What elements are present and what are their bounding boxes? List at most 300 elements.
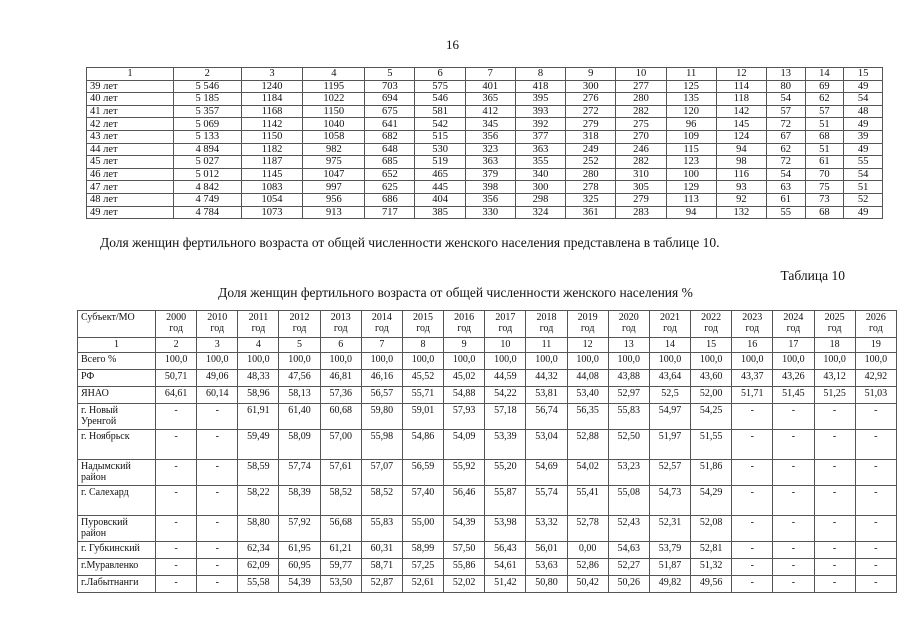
table-row [78, 353, 897, 370]
value-cell: 393 [515, 105, 565, 118]
value-cell: 51,03 [855, 387, 896, 404]
year-header-cell: 2026 год [855, 311, 896, 338]
subject-header-cell: Субъект/МО [78, 311, 156, 338]
value-cell: 52,00 [691, 387, 732, 404]
column-number-cell: 6 [320, 338, 361, 353]
value-cell: 58,39 [279, 486, 320, 516]
value-cell: 59,77 [320, 559, 361, 576]
value-cell: - [773, 559, 814, 576]
value-cell: 50,42 [567, 576, 608, 593]
value-cell: 330 [465, 206, 515, 219]
value-cell: 94 [716, 143, 766, 156]
value-cell: 54,88 [444, 387, 485, 404]
value-cell: 52,31 [649, 516, 690, 542]
value-cell: 1240 [241, 80, 303, 93]
year-header-cell: 2020 год [608, 311, 649, 338]
value-cell: 53,50 [320, 576, 361, 593]
value-cell: 63 [766, 181, 805, 194]
value-cell: 64,61 [156, 387, 197, 404]
value-cell: - [773, 516, 814, 542]
column-number-cell: 1 [78, 338, 156, 353]
value-cell: 275 [616, 118, 666, 131]
value-cell: 675 [365, 105, 415, 118]
column-number-cell: 1 [87, 68, 174, 81]
value-cell: 43,88 [608, 370, 649, 387]
value-cell: 340 [515, 168, 565, 181]
value-cell: - [855, 460, 896, 486]
value-cell: 648 [365, 143, 415, 156]
value-cell: 50,26 [608, 576, 649, 593]
value-cell: 975 [303, 156, 365, 169]
value-cell: 1047 [303, 168, 365, 181]
subject-name-cell: Всего % [78, 353, 156, 370]
value-cell: - [732, 486, 773, 516]
value-cell: 385 [415, 206, 465, 219]
value-cell: 1040 [303, 118, 365, 131]
value-cell: 412 [465, 105, 515, 118]
value-cell: - [855, 486, 896, 516]
value-cell: 5 133 [174, 130, 242, 143]
value-cell: 53,39 [485, 430, 526, 460]
value-cell: 114 [716, 80, 766, 93]
value-cell: 246 [616, 143, 666, 156]
value-cell: 49 [844, 118, 883, 131]
year-header-cell: 2018 год [526, 311, 567, 338]
value-cell: 100,0 [732, 353, 773, 370]
column-number-cell: 2 [156, 338, 197, 353]
value-cell: 43,26 [773, 370, 814, 387]
column-number-cell: 14 [805, 68, 844, 81]
value-cell: 45,52 [402, 370, 443, 387]
table-row [78, 460, 897, 486]
value-cell: 283 [616, 206, 666, 219]
value-cell: 57,40 [402, 486, 443, 516]
value-cell: 324 [515, 206, 565, 219]
value-cell: 51,42 [485, 576, 526, 593]
value-cell: - [855, 430, 896, 460]
value-cell: 270 [616, 130, 666, 143]
year-header-cell: 2000 год [156, 311, 197, 338]
value-cell: 145 [716, 118, 766, 131]
value-cell: 44,59 [485, 370, 526, 387]
value-cell: 703 [365, 80, 415, 93]
value-cell: 519 [415, 156, 465, 169]
value-cell: 70 [805, 168, 844, 181]
value-cell: 323 [465, 143, 515, 156]
value-cell: 96 [666, 118, 716, 131]
value-cell: 56,68 [320, 516, 361, 542]
value-cell: 282 [616, 156, 666, 169]
value-cell: 61,91 [238, 404, 279, 430]
value-cell: 67 [766, 130, 805, 143]
column-number-cell: 12 [567, 338, 608, 353]
value-cell: 58,96 [238, 387, 279, 404]
value-cell: 546 [415, 93, 465, 106]
age-label-cell: 42 лет [87, 118, 174, 131]
column-number-cell: 18 [814, 338, 855, 353]
value-cell: 52,57 [649, 460, 690, 486]
year-header-cell: 2022 год [691, 311, 732, 338]
table-row [87, 118, 883, 131]
value-cell: 54 [766, 168, 805, 181]
value-cell: 55,58 [238, 576, 279, 593]
value-cell: 47,56 [279, 370, 320, 387]
value-cell: - [197, 516, 238, 542]
column-number-cell: 3 [241, 68, 303, 81]
value-cell: - [773, 460, 814, 486]
value-cell: 1142 [241, 118, 303, 131]
column-number-cell: 5 [279, 338, 320, 353]
column-number-cell: 11 [666, 68, 716, 81]
subject-name-cell: РФ [78, 370, 156, 387]
value-cell: 109 [666, 130, 716, 143]
table-row [87, 143, 883, 156]
year-header-cell: 2012 год [279, 311, 320, 338]
value-cell: 530 [415, 143, 465, 156]
value-cell: 94 [666, 206, 716, 219]
value-cell: 55,86 [444, 559, 485, 576]
value-cell: 52,81 [691, 542, 732, 559]
value-cell: 54,61 [485, 559, 526, 576]
value-cell: 395 [515, 93, 565, 106]
value-cell: 100,0 [361, 353, 402, 370]
value-cell: 54,25 [691, 404, 732, 430]
value-cell: 54,73 [649, 486, 690, 516]
subject-name-cell: г. Салехард [78, 486, 156, 516]
value-cell: 55,92 [444, 460, 485, 486]
value-cell: 1145 [241, 168, 303, 181]
age-label-cell: 45 лет [87, 156, 174, 169]
subject-name-cell: Пуровский район [78, 516, 156, 542]
column-number-cell: 3 [197, 338, 238, 353]
value-cell: 52,5 [649, 387, 690, 404]
value-cell: 1168 [241, 105, 303, 118]
value-cell: - [197, 404, 238, 430]
value-cell: 51,86 [691, 460, 732, 486]
column-number-cell: 9 [444, 338, 485, 353]
value-cell: 1184 [241, 93, 303, 106]
value-cell: 75 [805, 181, 844, 194]
value-cell: - [197, 559, 238, 576]
value-cell: 57,25 [402, 559, 443, 576]
column-number-cell: 15 [844, 68, 883, 81]
value-cell: 404 [415, 193, 465, 206]
value-cell: 1150 [303, 105, 365, 118]
value-cell: - [732, 516, 773, 542]
value-cell: 252 [566, 156, 616, 169]
value-cell: 100,0 [238, 353, 279, 370]
value-cell: 418 [515, 80, 565, 93]
value-cell: 56,43 [485, 542, 526, 559]
value-cell: 100,0 [608, 353, 649, 370]
value-cell: - [156, 559, 197, 576]
value-cell: - [732, 542, 773, 559]
value-cell: 51 [805, 118, 844, 131]
age-label-cell: 43 лет [87, 130, 174, 143]
value-cell: 57,74 [279, 460, 320, 486]
value-cell: 43,60 [691, 370, 732, 387]
value-cell: 52 [844, 193, 883, 206]
value-cell: - [814, 460, 855, 486]
value-cell: - [855, 516, 896, 542]
value-cell: 55,74 [526, 486, 567, 516]
value-cell: 398 [465, 181, 515, 194]
value-cell: 57,18 [485, 404, 526, 430]
subject-name-cell: г.Муравленко [78, 559, 156, 576]
value-cell: 53,79 [649, 542, 690, 559]
value-cell: 92 [716, 193, 766, 206]
value-cell: 4 784 [174, 206, 242, 219]
year-header-cell: 2010 год [197, 311, 238, 338]
value-cell: 100,0 [567, 353, 608, 370]
value-cell: 276 [566, 93, 616, 106]
value-cell: 56,01 [526, 542, 567, 559]
value-cell: 60,68 [320, 404, 361, 430]
value-cell: 100,0 [320, 353, 361, 370]
value-cell: - [156, 542, 197, 559]
value-cell: 53,32 [526, 516, 567, 542]
value-cell: - [197, 460, 238, 486]
value-cell: 465 [415, 168, 465, 181]
value-cell: 60,95 [279, 559, 320, 576]
value-cell: - [156, 430, 197, 460]
age-label-cell: 46 лет [87, 168, 174, 181]
table-title: Доля женщин фертильного возраста от общей численности женского населения % [218, 285, 693, 300]
value-cell: 625 [365, 181, 415, 194]
value-cell: 300 [515, 181, 565, 194]
table-row [78, 370, 897, 387]
value-cell: 44,08 [567, 370, 608, 387]
value-cell: 298 [515, 193, 565, 206]
value-cell: 55,71 [402, 387, 443, 404]
value-cell: 56,46 [444, 486, 485, 516]
value-cell: - [732, 559, 773, 576]
value-cell: 51,32 [691, 559, 732, 576]
value-cell: 515 [415, 130, 465, 143]
value-cell: - [855, 576, 896, 593]
table-row [87, 193, 883, 206]
value-cell: 717 [365, 206, 415, 219]
value-cell: 54,39 [279, 576, 320, 593]
value-cell: 49 [844, 206, 883, 219]
value-cell: 1058 [303, 130, 365, 143]
value-cell: 58,71 [361, 559, 402, 576]
value-cell: - [814, 486, 855, 516]
value-cell: 52,97 [608, 387, 649, 404]
value-cell: 272 [566, 105, 616, 118]
table-row [78, 387, 897, 404]
value-cell: 5 027 [174, 156, 242, 169]
value-cell: 59,80 [361, 404, 402, 430]
table-label: Таблица 10 [780, 268, 845, 283]
value-cell: 913 [303, 206, 365, 219]
value-cell: 5 546 [174, 80, 242, 93]
age-distribution-table [86, 67, 883, 219]
table-row [78, 559, 897, 576]
year-header-cell: 2021 год [649, 311, 690, 338]
column-number-cell: 4 [238, 338, 279, 353]
age-label-cell: 40 лет [87, 93, 174, 106]
year-header-cell: 2015 год [402, 311, 443, 338]
table-row [87, 156, 883, 169]
value-cell: 62,09 [238, 559, 279, 576]
value-cell: 58,52 [361, 486, 402, 516]
intro-paragraph: Доля женщин фертильного возраста от общей численности женского населения представлена в таблице 10. [100, 235, 720, 250]
column-number-cell: 7 [361, 338, 402, 353]
value-cell: 115 [666, 143, 716, 156]
column-number-cell: 17 [773, 338, 814, 353]
subject-name-cell: г.Лабытнанги [78, 576, 156, 593]
value-cell: 53,40 [567, 387, 608, 404]
value-cell: 363 [515, 143, 565, 156]
value-cell: - [732, 404, 773, 430]
value-cell: 641 [365, 118, 415, 131]
year-header-cell: 2013 год [320, 311, 361, 338]
value-cell: 116 [716, 168, 766, 181]
value-cell: - [197, 430, 238, 460]
value-cell: 685 [365, 156, 415, 169]
value-cell: 51,97 [649, 430, 690, 460]
value-cell: - [814, 542, 855, 559]
value-cell: 61,40 [279, 404, 320, 430]
table-row [87, 105, 883, 118]
value-cell: 49,82 [649, 576, 690, 593]
value-cell: - [773, 576, 814, 593]
value-cell: 53,23 [608, 460, 649, 486]
value-cell: 59,01 [402, 404, 443, 430]
column-number-cell: 5 [365, 68, 415, 81]
value-cell: 60,31 [361, 542, 402, 559]
value-cell: - [855, 404, 896, 430]
year-header-cell: 2024 год [773, 311, 814, 338]
value-cell: 42,92 [855, 370, 896, 387]
value-cell: 58,22 [238, 486, 279, 516]
value-cell: 57,50 [444, 542, 485, 559]
value-cell: 365 [465, 93, 515, 106]
value-cell: 56,57 [361, 387, 402, 404]
column-number-cell: 10 [485, 338, 526, 353]
table-row [87, 206, 883, 219]
value-cell: 1054 [241, 193, 303, 206]
value-cell: 279 [566, 118, 616, 131]
value-cell: 57,36 [320, 387, 361, 404]
value-cell: 100,0 [156, 353, 197, 370]
value-cell: 445 [415, 181, 465, 194]
value-cell: 50,71 [156, 370, 197, 387]
value-cell: 282 [616, 105, 666, 118]
value-cell: 55 [844, 156, 883, 169]
value-cell: 280 [566, 168, 616, 181]
column-number-row [78, 338, 897, 353]
value-cell: - [814, 430, 855, 460]
table-row [78, 542, 897, 559]
value-cell: 53,81 [526, 387, 567, 404]
value-cell: 48 [844, 105, 883, 118]
subject-name-cell: г. Ноябрьск [78, 430, 156, 460]
value-cell: 305 [616, 181, 666, 194]
value-cell: 54,69 [526, 460, 567, 486]
table-row [87, 181, 883, 194]
value-cell: 345 [465, 118, 515, 131]
value-cell: 49 [844, 80, 883, 93]
value-cell: 69 [805, 80, 844, 93]
value-cell: 100,0 [197, 353, 238, 370]
value-cell: 52,08 [691, 516, 732, 542]
value-cell: 392 [515, 118, 565, 131]
value-cell: 57,92 [279, 516, 320, 542]
value-cell: 52,50 [608, 430, 649, 460]
value-cell: 43,64 [649, 370, 690, 387]
value-cell: 1073 [241, 206, 303, 219]
value-cell: 129 [666, 181, 716, 194]
value-cell: 54,02 [567, 460, 608, 486]
value-cell: 55,98 [361, 430, 402, 460]
value-cell: 61,95 [279, 542, 320, 559]
value-cell: 51,55 [691, 430, 732, 460]
page-number: 16 [446, 37, 459, 52]
value-cell: 55,87 [485, 486, 526, 516]
table-row [87, 168, 883, 181]
value-cell: 277 [616, 80, 666, 93]
column-number-cell: 6 [415, 68, 465, 81]
value-cell: 5 185 [174, 93, 242, 106]
age-label-cell: 49 лет [87, 206, 174, 219]
column-number-cell: 13 [608, 338, 649, 353]
value-cell: 100,0 [773, 353, 814, 370]
column-number-cell: 19 [855, 338, 896, 353]
value-cell: 54,09 [444, 430, 485, 460]
value-cell: 279 [616, 193, 666, 206]
column-number-cell: 16 [732, 338, 773, 353]
value-cell: 58,99 [402, 542, 443, 559]
value-cell: 356 [465, 130, 515, 143]
value-cell: 1150 [241, 130, 303, 143]
value-cell: 98 [716, 156, 766, 169]
value-cell: 997 [303, 181, 365, 194]
value-cell: 54,86 [402, 430, 443, 460]
value-cell: 54 [844, 93, 883, 106]
value-cell: 120 [666, 105, 716, 118]
year-header-cell: 2025 год [814, 311, 855, 338]
value-cell: 44,32 [526, 370, 567, 387]
value-cell: 56,35 [567, 404, 608, 430]
year-header-cell: 2023 год [732, 311, 773, 338]
value-cell: 5 012 [174, 168, 242, 181]
value-cell: 48,33 [238, 370, 279, 387]
value-cell: 401 [465, 80, 515, 93]
value-cell: 57,07 [361, 460, 402, 486]
value-cell: 58,09 [279, 430, 320, 460]
value-cell: 51,25 [814, 387, 855, 404]
value-cell: 62,34 [238, 542, 279, 559]
value-cell: 113 [666, 193, 716, 206]
value-cell: 56,74 [526, 404, 567, 430]
value-cell: 54,29 [691, 486, 732, 516]
value-cell: 58,52 [320, 486, 361, 516]
value-cell: 575 [415, 80, 465, 93]
value-cell: 58,80 [238, 516, 279, 542]
value-cell: 52,61 [402, 576, 443, 593]
value-cell: 1195 [303, 80, 365, 93]
value-cell: 52,27 [608, 559, 649, 576]
column-number-cell: 8 [402, 338, 443, 353]
value-cell: 5 357 [174, 105, 242, 118]
value-cell: 100,0 [526, 353, 567, 370]
value-cell: 51,45 [773, 387, 814, 404]
value-cell: 61 [766, 193, 805, 206]
value-cell: 51,71 [732, 387, 773, 404]
value-cell: 55,41 [567, 486, 608, 516]
